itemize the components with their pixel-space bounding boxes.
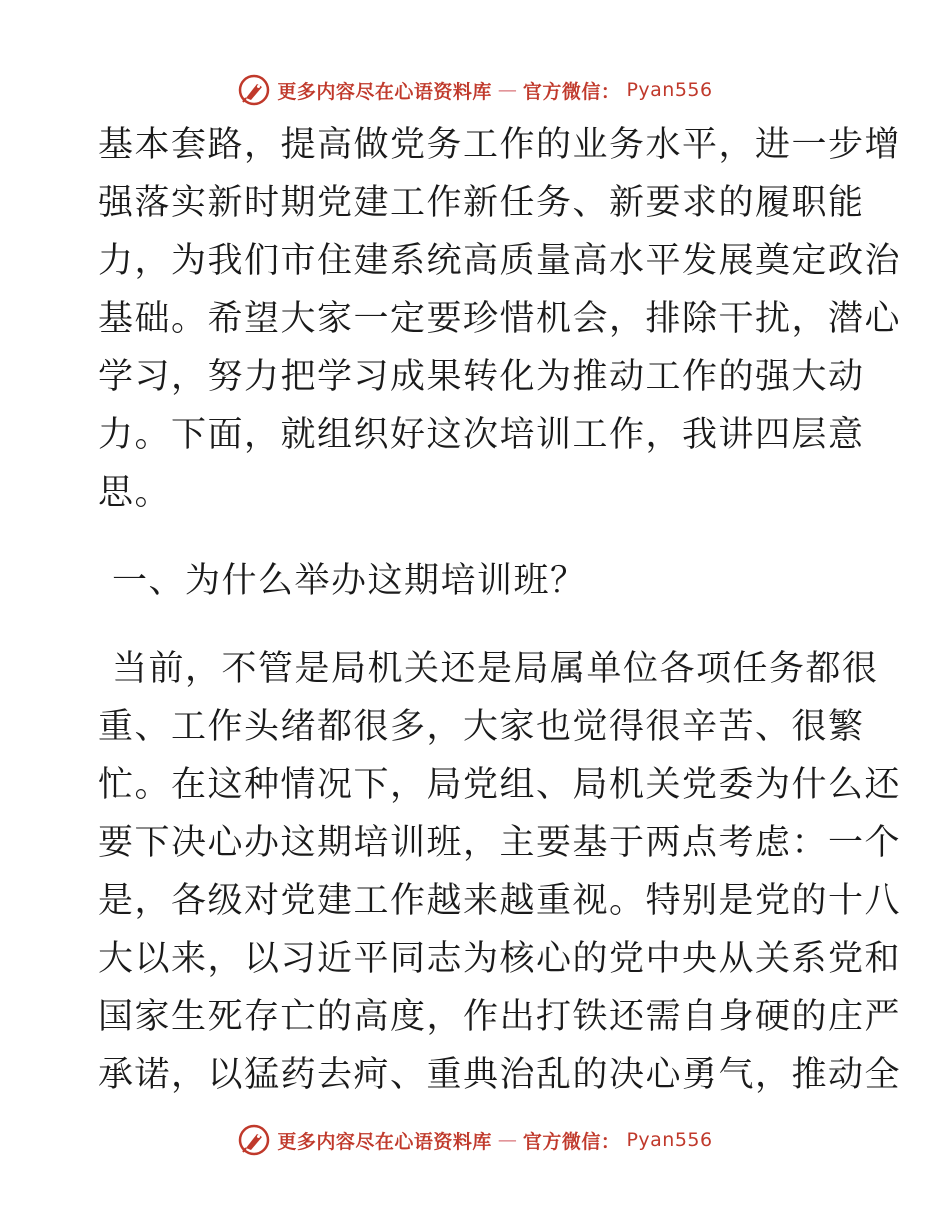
text-line: 力。下面，就组织好这次培训工作，我讲四层意 bbox=[98, 415, 865, 455]
text-line: 基本套路，提高做党务工作的业务水平，进一步增 bbox=[98, 125, 902, 165]
banner-wechat-label: 官方微信： bbox=[522, 80, 621, 103]
document-body bbox=[98, 116, 902, 1104]
paragraph-1 bbox=[98, 116, 902, 522]
text-line: 是，各级对党建工作越来越重视。特别是党的十八 bbox=[98, 881, 902, 921]
paragraph-2 bbox=[98, 640, 902, 1104]
footer-banner bbox=[0, 1120, 950, 1160]
text-line: 重、工作头绪都很多，大家也觉得很辛苦、很繁 bbox=[98, 707, 865, 747]
banner-main-text: 更多内容尽在心语资料库 bbox=[277, 1130, 492, 1153]
text-line: 大以来，以习近平同志为核心的党中央从关系党和 bbox=[98, 939, 902, 979]
text-line: 忙。在这种情况下，局党组、局机关党委为什么还 bbox=[98, 765, 902, 805]
text-line: 基础。希望大家一定要珍惜机会，排除干扰，潜心 bbox=[98, 299, 902, 339]
banner-wechat-id: Pyan556 bbox=[626, 79, 713, 101]
header-banner bbox=[0, 70, 950, 110]
text-line: 力，为我们市住建系统高质量高水平发展奠定政治 bbox=[98, 241, 902, 281]
text-line: 要下决心办这期培训班，主要基于两点考虑：一个 bbox=[98, 823, 902, 863]
text-line: 思。 bbox=[98, 473, 172, 513]
banner-wechat-label: 官方微信： bbox=[522, 1130, 621, 1153]
text-line: 当前，不管是局机关还是局属单位各项任务都很 bbox=[112, 649, 879, 689]
section-heading: 一、为什么举办这期培训班？ bbox=[112, 561, 587, 601]
spacer bbox=[98, 610, 858, 640]
banner-dash: — bbox=[497, 79, 517, 101]
banner-dash: — bbox=[497, 1129, 517, 1151]
banner-wechat-id: Pyan556 bbox=[626, 1129, 713, 1151]
text-line: 强落实新时期党建工作新任务、新要求的履职能 bbox=[98, 183, 865, 223]
text-line: 学习，努力把学习成果转化为推动工作的强大动 bbox=[98, 357, 865, 397]
pen-nib-logo-icon bbox=[237, 1123, 271, 1157]
text-line: 承诺，以猛药去疴、重典治乱的决心勇气，推动全 bbox=[98, 1055, 902, 1095]
text-line: 国家生死存亡的高度，作出打铁还需自身硬的庄严 bbox=[98, 997, 902, 1037]
pen-nib-logo-icon bbox=[237, 73, 271, 107]
banner-main-text: 更多内容尽在心语资料库 bbox=[277, 80, 492, 103]
spacer bbox=[98, 522, 858, 552]
